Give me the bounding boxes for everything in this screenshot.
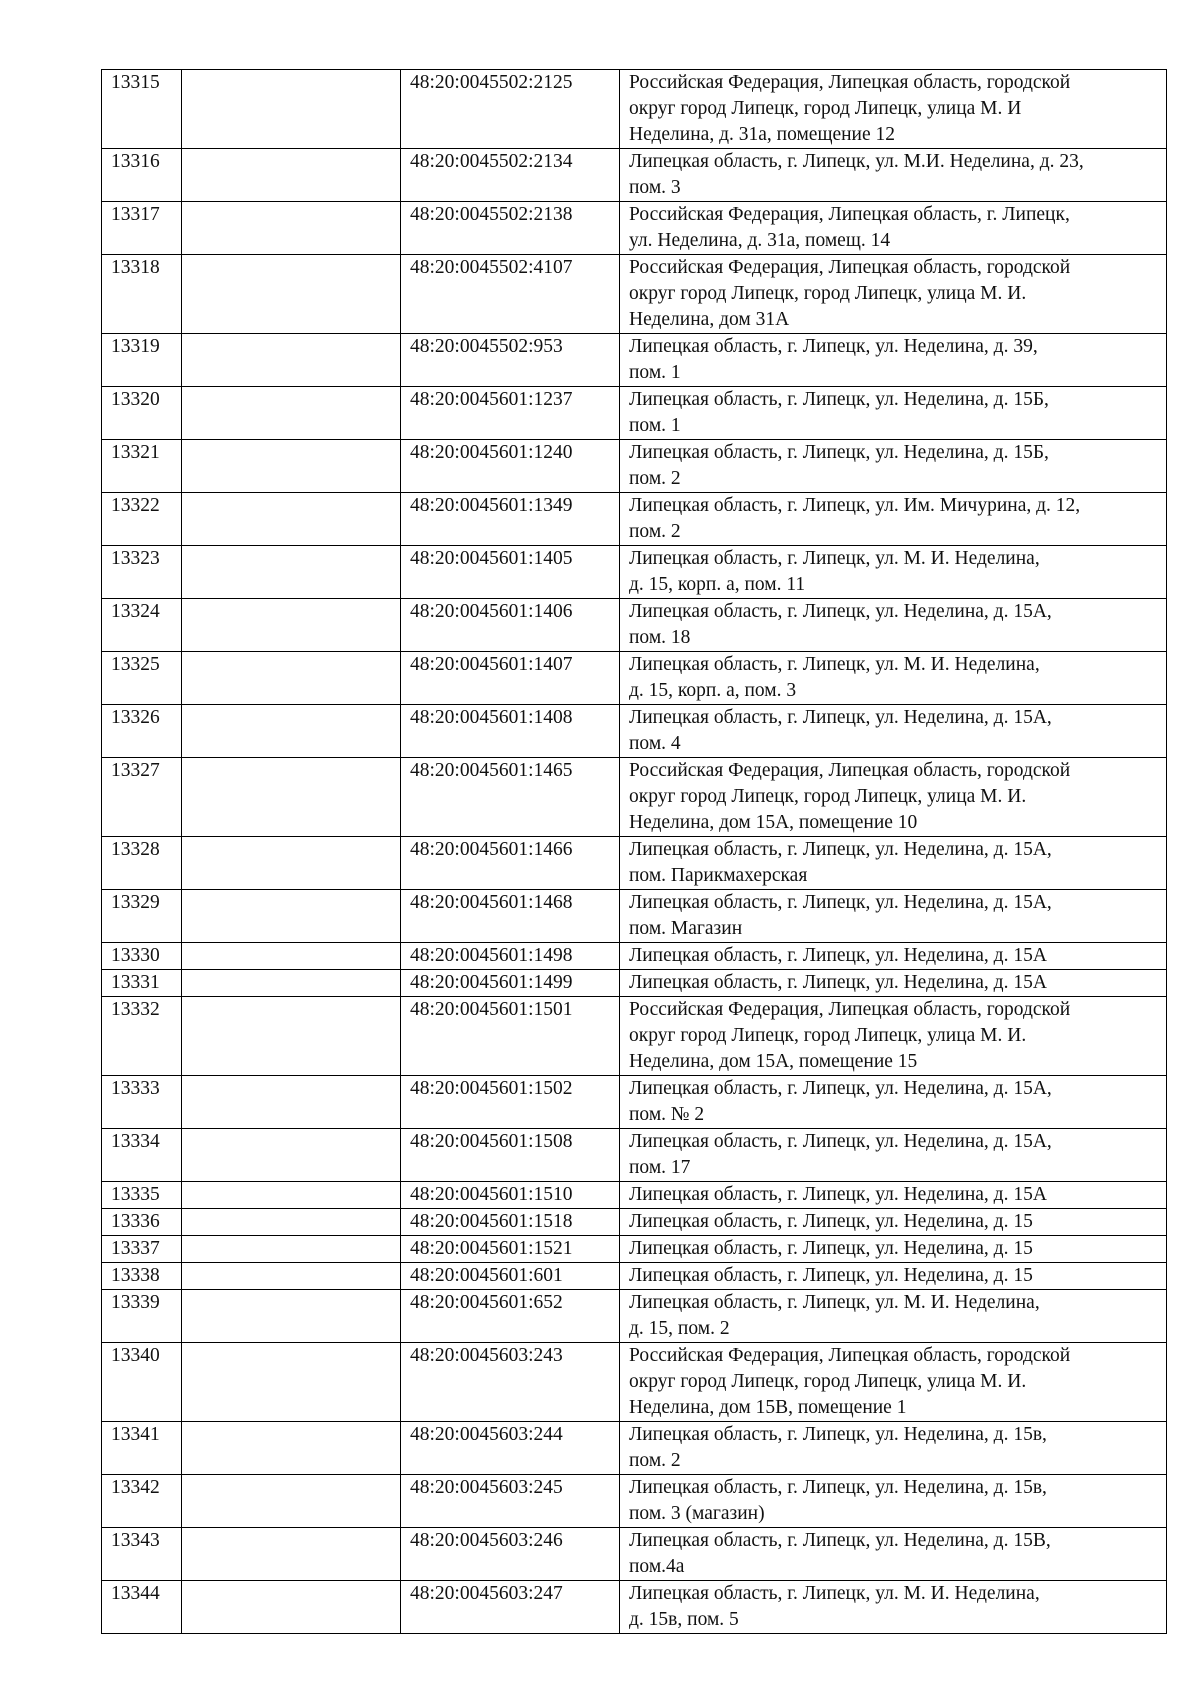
address-line: Российская Федерация, Липецкая область, городской — [629, 760, 1071, 781]
row-number-cell: 13342 — [102, 1475, 182, 1528]
row-number-cell: 13338 — [102, 1263, 182, 1290]
address-line: Неделина, д. 31а, помещение 12 — [629, 124, 896, 145]
cadastral-number-cell: 48:20:0045603:243 — [401, 1343, 620, 1422]
cadastral-number-cell: 48:20:0045601:1240 — [401, 440, 620, 493]
cadastral-number-cell: 48:20:0045601:1501 — [401, 997, 620, 1076]
table-row — [102, 202, 1167, 255]
row-number-cell: 13344 — [102, 1581, 182, 1634]
empty-cell — [182, 890, 401, 943]
cadastral-number-cell: 48:20:0045601:1521 — [401, 1236, 620, 1263]
table-row — [102, 546, 1167, 599]
address-line: Липецкая область, г. Липецк, ул. Неделина, д. 15А — [629, 945, 1047, 966]
row-number-cell: 13320 — [102, 387, 182, 440]
row-number-cell: 13329 — [102, 890, 182, 943]
cadastral-number-cell: 48:20:0045603:247 — [401, 1581, 620, 1634]
empty-cell — [182, 1290, 401, 1343]
cadastral-number-cell: 48:20:0045601:1349 — [401, 493, 620, 546]
address-cell — [620, 943, 1167, 970]
address-line: пом. 2 — [629, 1450, 681, 1471]
cadastral-number-cell: 48:20:0045601:1508 — [401, 1129, 620, 1182]
empty-cell — [182, 1182, 401, 1209]
address-line: пом. 3 (магазин) — [629, 1503, 765, 1524]
address-cell — [620, 599, 1167, 652]
cadastral-number-cell: 48:20:0045601:1465 — [401, 758, 620, 837]
address-cell — [620, 1290, 1167, 1343]
address-line: Липецкая область, г. Липецк, ул. М.И. Неделина, д. 23, — [629, 151, 1084, 172]
empty-cell — [182, 837, 401, 890]
table-row — [102, 1182, 1167, 1209]
address-line: Липецкая область, г. Липецк, ул. М. И. Неделина, — [629, 548, 1040, 569]
row-number-cell: 13321 — [102, 440, 182, 493]
table-row — [102, 1236, 1167, 1263]
address-cell — [620, 202, 1167, 255]
row-number-cell: 13336 — [102, 1209, 182, 1236]
row-number-cell: 13341 — [102, 1422, 182, 1475]
address-cell — [620, 546, 1167, 599]
address-line: Российская Федерация, Липецкая область, г. Липецк, — [629, 204, 1070, 225]
address-cell — [620, 970, 1167, 997]
address-cell — [620, 1209, 1167, 1236]
address-line: пом. 4 — [629, 733, 681, 754]
address-cell — [620, 493, 1167, 546]
empty-cell — [182, 599, 401, 652]
address-line: Липецкая область, г. Липецк, ул. Неделина, д. 15А — [629, 1184, 1047, 1205]
table-row — [102, 1422, 1167, 1475]
table-row — [102, 493, 1167, 546]
table-row — [102, 599, 1167, 652]
table-row — [102, 943, 1167, 970]
address-line: Липецкая область, г. Липецк, ул. Неделина, д. 15Б, — [629, 442, 1049, 463]
address-cell — [620, 1236, 1167, 1263]
address-line: округ город Липецк, город Липецк, улица М. И — [629, 98, 1022, 119]
row-number-cell: 13331 — [102, 970, 182, 997]
address-cell — [620, 1263, 1167, 1290]
address-line: Липецкая область, г. Липецк, ул. Неделина, д. 15в, — [629, 1424, 1047, 1445]
row-number-cell: 13333 — [102, 1076, 182, 1129]
empty-cell — [182, 1422, 401, 1475]
cadastral-number-cell: 48:20:0045601:1237 — [401, 387, 620, 440]
table-row — [102, 890, 1167, 943]
cadastral-number-cell: 48:20:0045502:2138 — [401, 202, 620, 255]
address-line: Российская Федерация, Липецкая область, городской — [629, 72, 1071, 93]
address-line: д. 15, корп. а, пом. 11 — [629, 574, 806, 595]
cadastral-number-cell: 48:20:0045603:245 — [401, 1475, 620, 1528]
address-line: пом. 2 — [629, 468, 681, 489]
address-line: Неделина, дом 15А, помещение 10 — [629, 812, 918, 833]
row-number-cell: 13334 — [102, 1129, 182, 1182]
address-line: д. 15, пом. 2 — [629, 1318, 730, 1339]
address-line: Липецкая область, г. Липецк, ул. Неделина, д. 15В, — [629, 1530, 1051, 1551]
address-cell — [620, 1422, 1167, 1475]
table-row — [102, 1290, 1167, 1343]
table-row — [102, 149, 1167, 202]
cadastral-number-cell: 48:20:0045502:2125 — [401, 70, 620, 149]
address-line: Неделина, дом 15В, помещение 1 — [629, 1397, 907, 1418]
table-row — [102, 255, 1167, 334]
table-row — [102, 387, 1167, 440]
empty-cell — [182, 493, 401, 546]
address-line: Липецкая область, г. Липецк, ул. Неделина, д. 15А, — [629, 707, 1052, 728]
address-line: ул. Неделина, д. 31а, помещ. 14 — [629, 230, 891, 251]
address-cell — [620, 1475, 1167, 1528]
address-cell — [620, 758, 1167, 837]
table-row — [102, 970, 1167, 997]
row-number-cell: 13317 — [102, 202, 182, 255]
address-line: Российская Федерация, Липецкая область, городской — [629, 257, 1071, 278]
address-cell — [620, 255, 1167, 334]
address-cell — [620, 997, 1167, 1076]
empty-cell — [182, 1129, 401, 1182]
empty-cell — [182, 70, 401, 149]
table-row — [102, 758, 1167, 837]
empty-cell — [182, 997, 401, 1076]
address-cell — [620, 334, 1167, 387]
address-cell — [620, 440, 1167, 493]
cadastral-number-cell: 48:20:0045601:1406 — [401, 599, 620, 652]
row-number-cell: 13337 — [102, 1236, 182, 1263]
row-number-cell: 13335 — [102, 1182, 182, 1209]
address-cell — [620, 1076, 1167, 1129]
row-number-cell: 13325 — [102, 652, 182, 705]
address-cell — [620, 1182, 1167, 1209]
empty-cell — [182, 705, 401, 758]
address-line: пом. 1 — [629, 415, 681, 436]
address-line: Липецкая область, г. Липецк, ул. Неделина, д. 15 — [629, 1211, 1033, 1232]
table-row — [102, 334, 1167, 387]
table-row — [102, 1528, 1167, 1581]
address-cell — [620, 1343, 1167, 1422]
cadastral-number-cell: 48:20:0045601:1405 — [401, 546, 620, 599]
cadastral-number-cell: 48:20:0045601:1466 — [401, 837, 620, 890]
cadastral-number-cell: 48:20:0045502:2134 — [401, 149, 620, 202]
address-cell — [620, 387, 1167, 440]
address-cell — [620, 705, 1167, 758]
empty-cell — [182, 1076, 401, 1129]
address-line: Липецкая область, г. Липецк, ул. Неделина, д. 15 — [629, 1238, 1033, 1259]
table-row — [102, 70, 1167, 149]
empty-cell — [182, 1528, 401, 1581]
address-line: пом. Магазин — [629, 918, 743, 939]
registry-table-body — [102, 70, 1167, 1634]
table-row — [102, 997, 1167, 1076]
address-line: д. 15в, пом. 5 — [629, 1609, 739, 1630]
address-line: Липецкая область, г. Липецк, ул. М. И. Неделина, — [629, 1292, 1040, 1313]
empty-cell — [182, 387, 401, 440]
row-number-cell: 13315 — [102, 70, 182, 149]
cadastral-number-cell: 48:20:0045601:1408 — [401, 705, 620, 758]
address-line: Российская Федерация, Липецкая область, городской — [629, 1345, 1071, 1366]
table-row — [102, 1076, 1167, 1129]
cadastral-number-cell: 48:20:0045601:1510 — [401, 1182, 620, 1209]
cadastral-number-cell: 48:20:0045601:1499 — [401, 970, 620, 997]
address-line: Липецкая область, г. Липецк, ул. Неделина, д. 15А, — [629, 892, 1052, 913]
address-line: округ город Липецк, город Липецк, улица М. И. — [629, 786, 1027, 807]
empty-cell — [182, 758, 401, 837]
address-cell — [620, 70, 1167, 149]
empty-cell — [182, 970, 401, 997]
empty-cell — [182, 255, 401, 334]
address-line: округ город Липецк, город Липецк, улица М. И. — [629, 1371, 1027, 1392]
address-line: Липецкая область, г. Липецк, ул. Неделина, д. 15 — [629, 1265, 1033, 1286]
row-number-cell: 13339 — [102, 1290, 182, 1343]
registry-table — [101, 69, 1167, 1634]
table-row — [102, 705, 1167, 758]
cadastral-number-cell: 48:20:0045601:1518 — [401, 1209, 620, 1236]
address-line: Липецкая область, г. Липецк, ул. Им. Мичурина, д. 12, — [629, 495, 1081, 516]
row-number-cell: 13327 — [102, 758, 182, 837]
row-number-cell: 13322 — [102, 493, 182, 546]
address-line: пом.4а — [629, 1556, 685, 1577]
table-row — [102, 1263, 1167, 1290]
row-number-cell: 13324 — [102, 599, 182, 652]
row-number-cell: 13343 — [102, 1528, 182, 1581]
address-line: Липецкая область, г. Липецк, ул. Неделина, д. 15А, — [629, 839, 1052, 860]
cadastral-number-cell: 48:20:0045601:1502 — [401, 1076, 620, 1129]
address-line: д. 15, корп. а, пом. 3 — [629, 680, 797, 701]
address-line: пом. Парикмахерская — [629, 865, 808, 886]
table-row — [102, 440, 1167, 493]
table-row — [102, 1129, 1167, 1182]
empty-cell — [182, 1263, 401, 1290]
address-cell — [620, 149, 1167, 202]
table-row — [102, 1343, 1167, 1422]
empty-cell — [182, 202, 401, 255]
address-line: пом. 2 — [629, 521, 681, 542]
cadastral-number-cell: 48:20:0045601:1468 — [401, 890, 620, 943]
address-line: пом. 18 — [629, 627, 691, 648]
cadastral-number-cell: 48:20:0045603:244 — [401, 1422, 620, 1475]
address-cell — [620, 652, 1167, 705]
empty-cell — [182, 652, 401, 705]
row-number-cell: 13318 — [102, 255, 182, 334]
empty-cell — [182, 334, 401, 387]
empty-cell — [182, 440, 401, 493]
empty-cell — [182, 149, 401, 202]
address-line: округ город Липецк, город Липецк, улица М. И. — [629, 1025, 1027, 1046]
row-number-cell: 13330 — [102, 943, 182, 970]
address-cell — [620, 1528, 1167, 1581]
address-line: Российская Федерация, Липецкая область, городской — [629, 999, 1071, 1020]
address-line: Липецкая область, г. Липецк, ул. М. И. Неделина, — [629, 1583, 1040, 1604]
row-number-cell: 13332 — [102, 997, 182, 1076]
empty-cell — [182, 1209, 401, 1236]
address-line: Липецкая область, г. Липецк, ул. Неделина, д. 15А, — [629, 1131, 1052, 1152]
cadastral-number-cell: 48:20:0045601:1498 — [401, 943, 620, 970]
empty-cell — [182, 1343, 401, 1422]
empty-cell — [182, 943, 401, 970]
row-number-cell: 13323 — [102, 546, 182, 599]
address-cell — [620, 890, 1167, 943]
empty-cell — [182, 546, 401, 599]
address-line: Липецкая область, г. Липецк, ул. Неделина, д. 15в, — [629, 1477, 1047, 1498]
table-row — [102, 837, 1167, 890]
address-line: Неделина, дом 15А, помещение 15 — [629, 1051, 918, 1072]
cadastral-number-cell: 48:20:0045603:246 — [401, 1528, 620, 1581]
address-cell — [620, 1581, 1167, 1634]
address-cell — [620, 837, 1167, 890]
cadastral-number-cell: 48:20:0045502:4107 — [401, 255, 620, 334]
address-line: Липецкая область, г. Липецк, ул. М. И. Неделина, — [629, 654, 1040, 675]
address-line: Липецкая область, г. Липецк, ул. Неделина, д. 15Б, — [629, 389, 1049, 410]
address-line: Липецкая область, г. Липецк, ул. Неделина, д. 15А, — [629, 1078, 1052, 1099]
table-row — [102, 1475, 1167, 1528]
address-line: пом. 3 — [629, 177, 681, 198]
table-row — [102, 1209, 1167, 1236]
row-number-cell: 13319 — [102, 334, 182, 387]
address-line: Неделина, дом 31А — [629, 309, 790, 330]
cadastral-number-cell: 48:20:0045601:601 — [401, 1263, 620, 1290]
address-line: Липецкая область, г. Липецк, ул. Неделина, д. 15А, — [629, 601, 1052, 622]
cadastral-number-cell: 48:20:0045601:1407 — [401, 652, 620, 705]
address-line: Липецкая область, г. Липецк, ул. Неделина, д. 15А — [629, 972, 1047, 993]
cadastral-number-cell: 48:20:0045502:953 — [401, 334, 620, 387]
empty-cell — [182, 1475, 401, 1528]
empty-cell — [182, 1581, 401, 1634]
address-line: Липецкая область, г. Липецк, ул. Неделина, д. 39, — [629, 336, 1038, 357]
table-row — [102, 652, 1167, 705]
address-cell — [620, 1129, 1167, 1182]
address-line: округ город Липецк, город Липецк, улица М. И. — [629, 283, 1027, 304]
row-number-cell: 13340 — [102, 1343, 182, 1422]
cadastral-number-cell: 48:20:0045601:652 — [401, 1290, 620, 1343]
row-number-cell: 13328 — [102, 837, 182, 890]
row-number-cell: 13316 — [102, 149, 182, 202]
address-line: пом. № 2 — [629, 1104, 705, 1125]
row-number-cell: 13326 — [102, 705, 182, 758]
address-line: пом. 1 — [629, 362, 681, 383]
address-line: пом. 17 — [629, 1157, 691, 1178]
empty-cell — [182, 1236, 401, 1263]
table-row — [102, 1581, 1167, 1634]
